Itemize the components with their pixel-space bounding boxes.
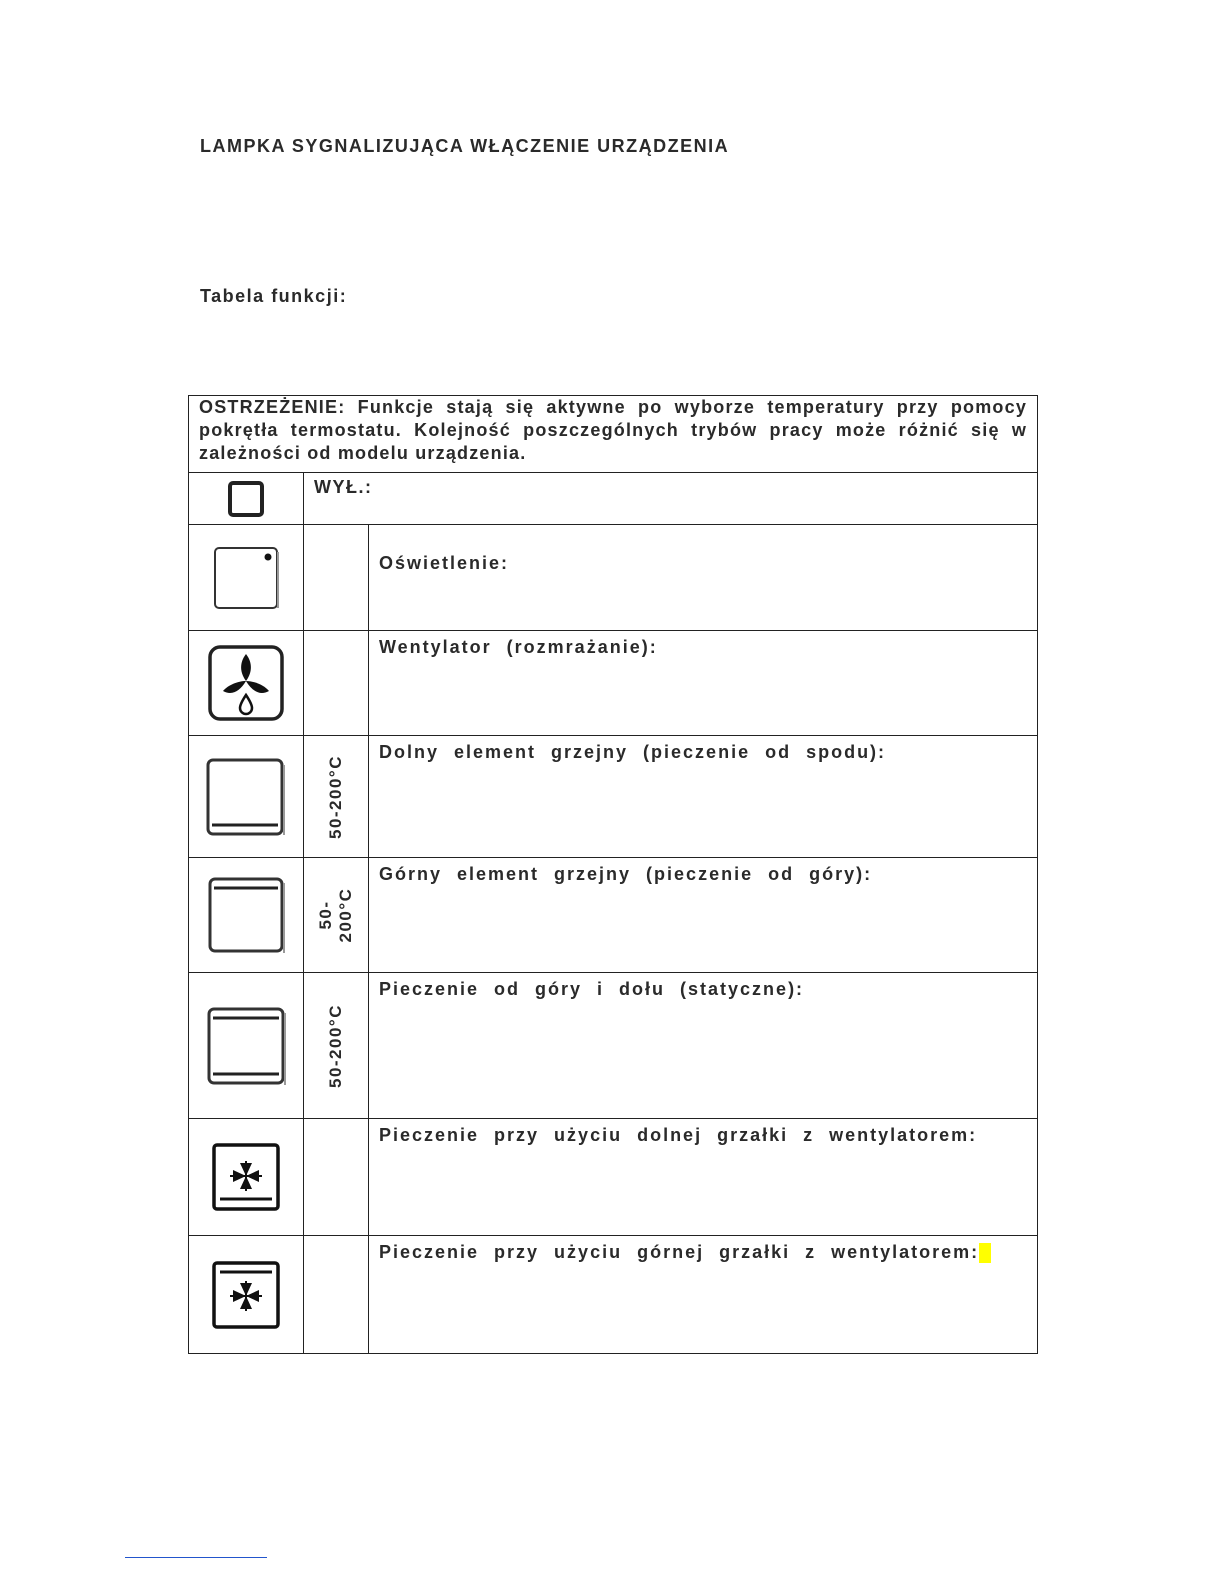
icon-cell [189,1119,304,1236]
oven-light-icon [210,542,282,614]
power-lamp-heading: LAMPKA SYGNALIZUJĄCA WŁĄCZENIE URZĄDZENIA [200,136,730,156]
temp-range: 50-200°C [326,1003,345,1088]
off-square-icon [226,479,266,519]
temp-cell [304,858,369,973]
temp-cell [304,973,369,1119]
temp-cell [304,1119,369,1236]
function-label: Pieczenie przy użyciu górnej grzałki z wentylatorem: [379,1242,980,1262]
icon-cell [189,631,304,736]
top-heater-icon [206,875,286,955]
function-label: WYŁ.: [304,473,1038,525]
function-label-cell [369,1236,1038,1354]
function-label: Dolny element grzejny (pieczenie od spodu): [369,736,1038,858]
table-row [189,736,1038,858]
bottom-heater-icon [204,755,288,839]
highlight-mark [979,1243,991,1263]
fan-top-heater-icon [210,1259,282,1331]
temp-range: 50-200°C [326,754,345,839]
icon-cell [189,1236,304,1354]
fan-defrost-icon [206,643,286,723]
function-label: Pieczenie przy użyciu dolnej grzałki z wentylatorem: [369,1119,1038,1236]
footnote-separator [125,1557,267,1558]
function-label: Pieczenie od góry i dołu (statyczne): [369,973,1038,1119]
icon-cell [189,736,304,858]
table-row [189,631,1038,736]
temp-cell [304,736,369,858]
fan-bottom-heater-icon [210,1141,282,1213]
icon-cell [189,473,304,525]
icon-cell [189,858,304,973]
table-row [189,1236,1038,1354]
icon-cell [189,525,304,631]
table-row [189,973,1038,1119]
temp-cell [304,525,369,631]
function-label: Wentylator (rozmrażanie): [369,631,1038,736]
table-row [189,1119,1038,1236]
top-bottom-heater-icon [205,1005,287,1087]
warning-row [189,396,1038,473]
table-row [189,525,1038,631]
temp-cell [304,1236,369,1354]
function-label: Górny element grzejny (pieczenie od góry): [369,858,1038,973]
icon-cell [189,973,304,1119]
function-table [188,395,1038,1354]
function-table-heading: Tabela funkcji: [200,286,348,306]
warning-text: OSTRZEŻENIE: Funkcje stają się aktywne po wyborze temperatury przy pomocy pokrętła termostatu. Kolejność poszczególnych trybów pracy może różnić się w zależności od modelu urządzenia. [189,396,1038,473]
function-label: Oświetlenie: [369,525,1038,631]
table-row [189,473,1038,525]
temp-cell [304,631,369,736]
temp-range: 50- 200°C [316,887,355,943]
table-row [189,858,1038,973]
